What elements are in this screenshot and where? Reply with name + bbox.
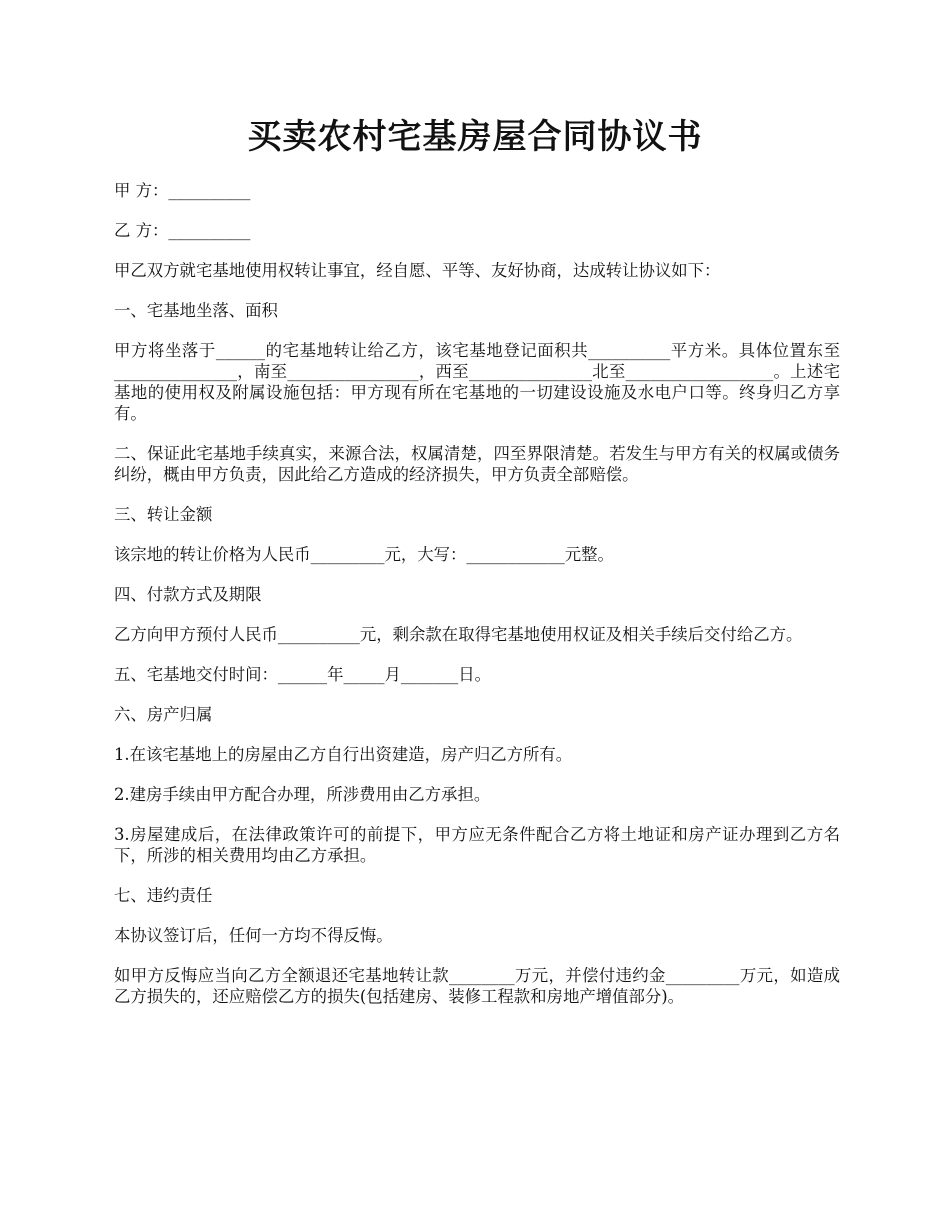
paragraph: 乙方向甲方预付人民币__________元，剩余款在取得宅基地使用权证及相关手续后交付给乙方。 — [114, 625, 803, 644]
party-a-line: 甲 方：__________ — [114, 181, 251, 200]
list-item: 1.在该宅基地上的房屋由乙方自行出资建造，房产归乙方所有。 — [114, 745, 573, 764]
section-heading: 三、转让金额 — [114, 505, 213, 524]
section-heading: 七、违约责任 — [114, 886, 213, 905]
paragraph: 如甲方反悔应当向乙方全额退还宅基地转让款________万元，并偿付违约金_________万元，如造成乙方损失的，还应赔偿乙方的损失(包括建房、装修工程款和房地产增值部分)。 — [114, 966, 840, 1006]
paragraph: 五、宅基地交付时间：______年_____月_______日。 — [114, 665, 491, 684]
paragraph: 甲方将坐落于______的宅基地转让给乙方，该宅基地登记面积共__________平方米。具体位置东至_______________，南至________________，西至_______________北至__________________。上述宅基地的使用权及附属设施包括：甲方现有所在宅基地的一切建设设施及水电户口等。终身归乙方享有。 — [114, 341, 840, 423]
paragraph: 本协议签订后，任何一方均不得反悔。 — [114, 926, 393, 945]
document-body — [114, 180, 840, 1007]
section-heading: 六、房产归属 — [114, 705, 213, 724]
paragraph: 该宗地的转让价格为人民币_________元，大写：____________元整。 — [114, 545, 614, 564]
paragraph: 二、保证此宅基地手续真实，来源合法，权属清楚，四至界限清楚。若发生与甲方有关的权属或债务纠纷，概由甲方负责，因此给乙方造成的经济损失，甲方负责全部赔偿。 — [114, 444, 840, 484]
section-heading: 四、付款方式及期限 — [114, 585, 262, 604]
intro-paragraph: 甲乙双方就宅基地使用权转让事宜，经自愿、平等、友好协商，达成转让协议如下： — [114, 261, 721, 280]
section-heading: 一、宅基地坐落、面积 — [114, 301, 278, 320]
list-item: 2.建房手续由甲方配合办理，所涉费用由乙方承担。 — [114, 785, 491, 804]
list-item: 3.房屋建成后，在法律政策许可的前提下，甲方应无条件配合乙方将土地证和房产证办理到乙方名下，所涉的相关费用均由乙方承担。 — [114, 825, 840, 865]
document-title: 买卖农村宅基房屋合同协议书 — [247, 117, 703, 157]
party-b-line: 乙 方：__________ — [114, 221, 251, 240]
